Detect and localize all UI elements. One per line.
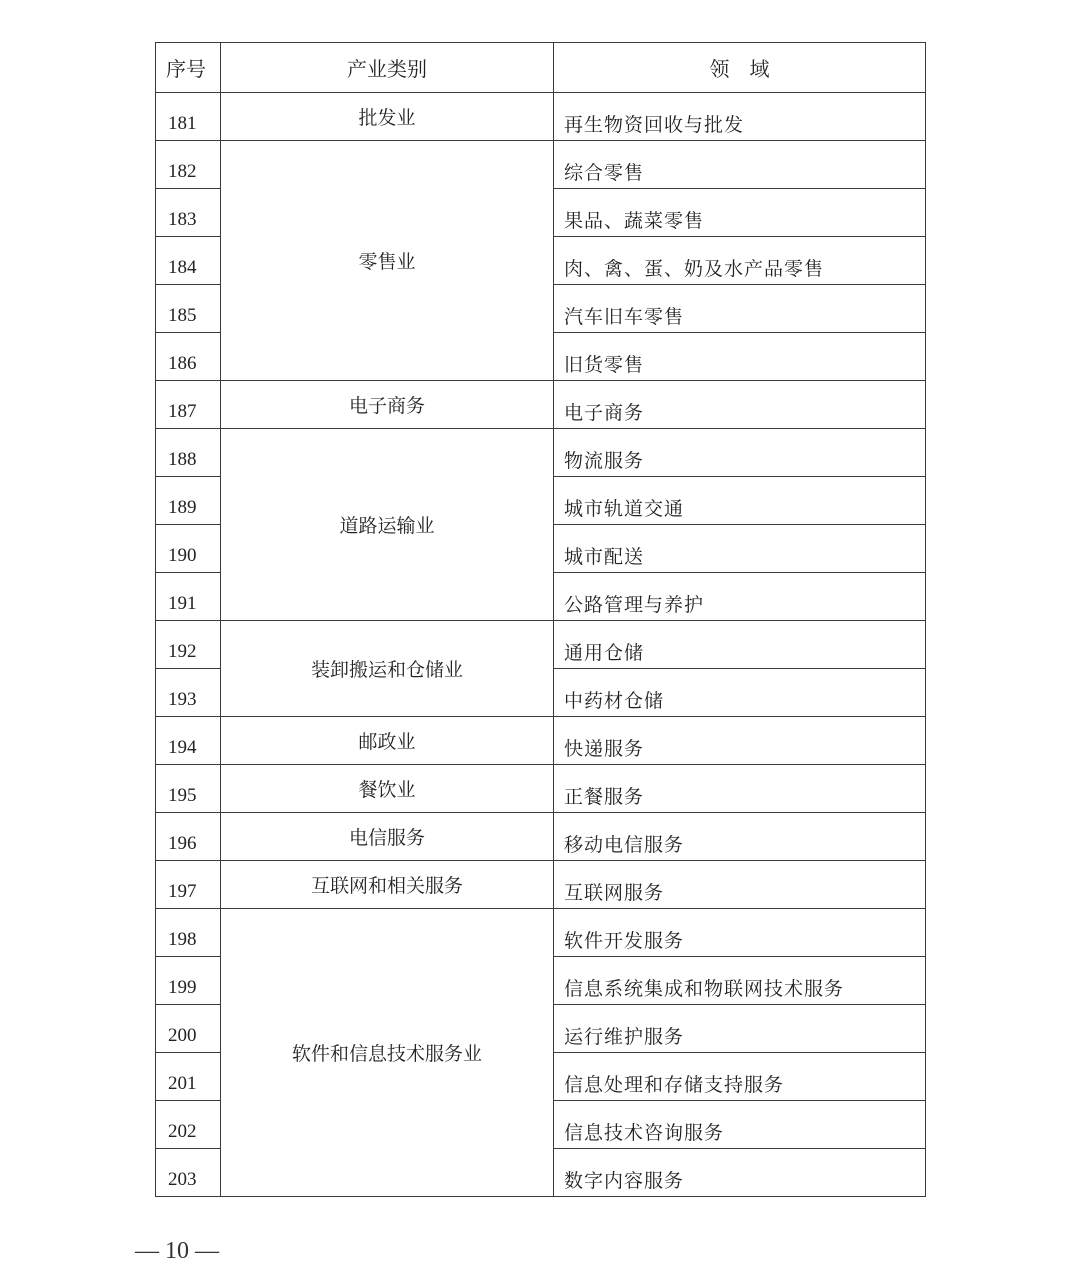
field-name: 数字内容服务 [554, 1149, 926, 1197]
row-number: 185 [156, 285, 221, 333]
row-number: 202 [156, 1101, 221, 1149]
row-number: 190 [156, 525, 221, 573]
field-name: 城市轨道交通 [554, 477, 926, 525]
row-number: 184 [156, 237, 221, 285]
field-name: 移动电信服务 [554, 813, 926, 861]
row-number: 188 [156, 429, 221, 477]
row-number: 182 [156, 141, 221, 189]
field-name: 肉、禽、蛋、奶及水产品零售 [554, 237, 926, 285]
industry-category: 批发业 [221, 93, 554, 141]
field-name: 软件开发服务 [554, 909, 926, 957]
header-category: 产业类别 [221, 43, 554, 93]
header-number: 序号 [156, 43, 221, 93]
industry-table [155, 42, 926, 1197]
field-name: 公路管理与养护 [554, 573, 926, 621]
industry-category: 餐饮业 [221, 765, 554, 813]
row-number: 183 [156, 189, 221, 237]
field-name: 信息技术咨询服务 [554, 1101, 926, 1149]
header-row [156, 43, 926, 93]
industry-category: 软件和信息技术服务业 [221, 909, 554, 1197]
row-number: 203 [156, 1149, 221, 1197]
row-number: 200 [156, 1005, 221, 1053]
row-number: 193 [156, 669, 221, 717]
table-row [156, 717, 926, 765]
field-name: 中药材仓储 [554, 669, 926, 717]
table-row [156, 861, 926, 909]
row-number: 195 [156, 765, 221, 813]
page-number: — 10 — [135, 1238, 219, 1264]
field-name: 综合零售 [554, 141, 926, 189]
row-number: 186 [156, 333, 221, 381]
table-row [156, 141, 926, 189]
table-row [156, 909, 926, 957]
industry-category: 零售业 [221, 141, 554, 381]
industry-category: 邮政业 [221, 717, 554, 765]
industry-category: 道路运输业 [221, 429, 554, 621]
industry-category: 电信服务 [221, 813, 554, 861]
field-name: 旧货零售 [554, 333, 926, 381]
row-number: 187 [156, 381, 221, 429]
field-name: 通用仓储 [554, 621, 926, 669]
field-name: 汽车旧车零售 [554, 285, 926, 333]
row-number: 196 [156, 813, 221, 861]
industry-category: 装卸搬运和仓储业 [221, 621, 554, 717]
field-name: 正餐服务 [554, 765, 926, 813]
header-field: 领 域 [554, 43, 926, 93]
table-row [156, 813, 926, 861]
row-number: 199 [156, 957, 221, 1005]
field-name: 果品、蔬菜零售 [554, 189, 926, 237]
field-name: 信息系统集成和物联网技术服务 [554, 957, 926, 1005]
table-row [156, 765, 926, 813]
field-name: 再生物资回收与批发 [554, 93, 926, 141]
table-row [156, 93, 926, 141]
field-name: 电子商务 [554, 381, 926, 429]
field-name: 互联网服务 [554, 861, 926, 909]
table-row [156, 429, 926, 477]
row-number: 198 [156, 909, 221, 957]
table-row [156, 621, 926, 669]
row-number: 189 [156, 477, 221, 525]
row-number: 194 [156, 717, 221, 765]
table-row [156, 381, 926, 429]
row-number: 201 [156, 1053, 221, 1101]
field-name: 运行维护服务 [554, 1005, 926, 1053]
field-name: 城市配送 [554, 525, 926, 573]
table-body [156, 93, 926, 1197]
industry-category: 互联网和相关服务 [221, 861, 554, 909]
field-name: 物流服务 [554, 429, 926, 477]
field-name: 信息处理和存储支持服务 [554, 1053, 926, 1101]
row-number: 191 [156, 573, 221, 621]
row-number: 197 [156, 861, 221, 909]
row-number: 181 [156, 93, 221, 141]
field-name: 快递服务 [554, 717, 926, 765]
row-number: 192 [156, 621, 221, 669]
industry-category: 电子商务 [221, 381, 554, 429]
